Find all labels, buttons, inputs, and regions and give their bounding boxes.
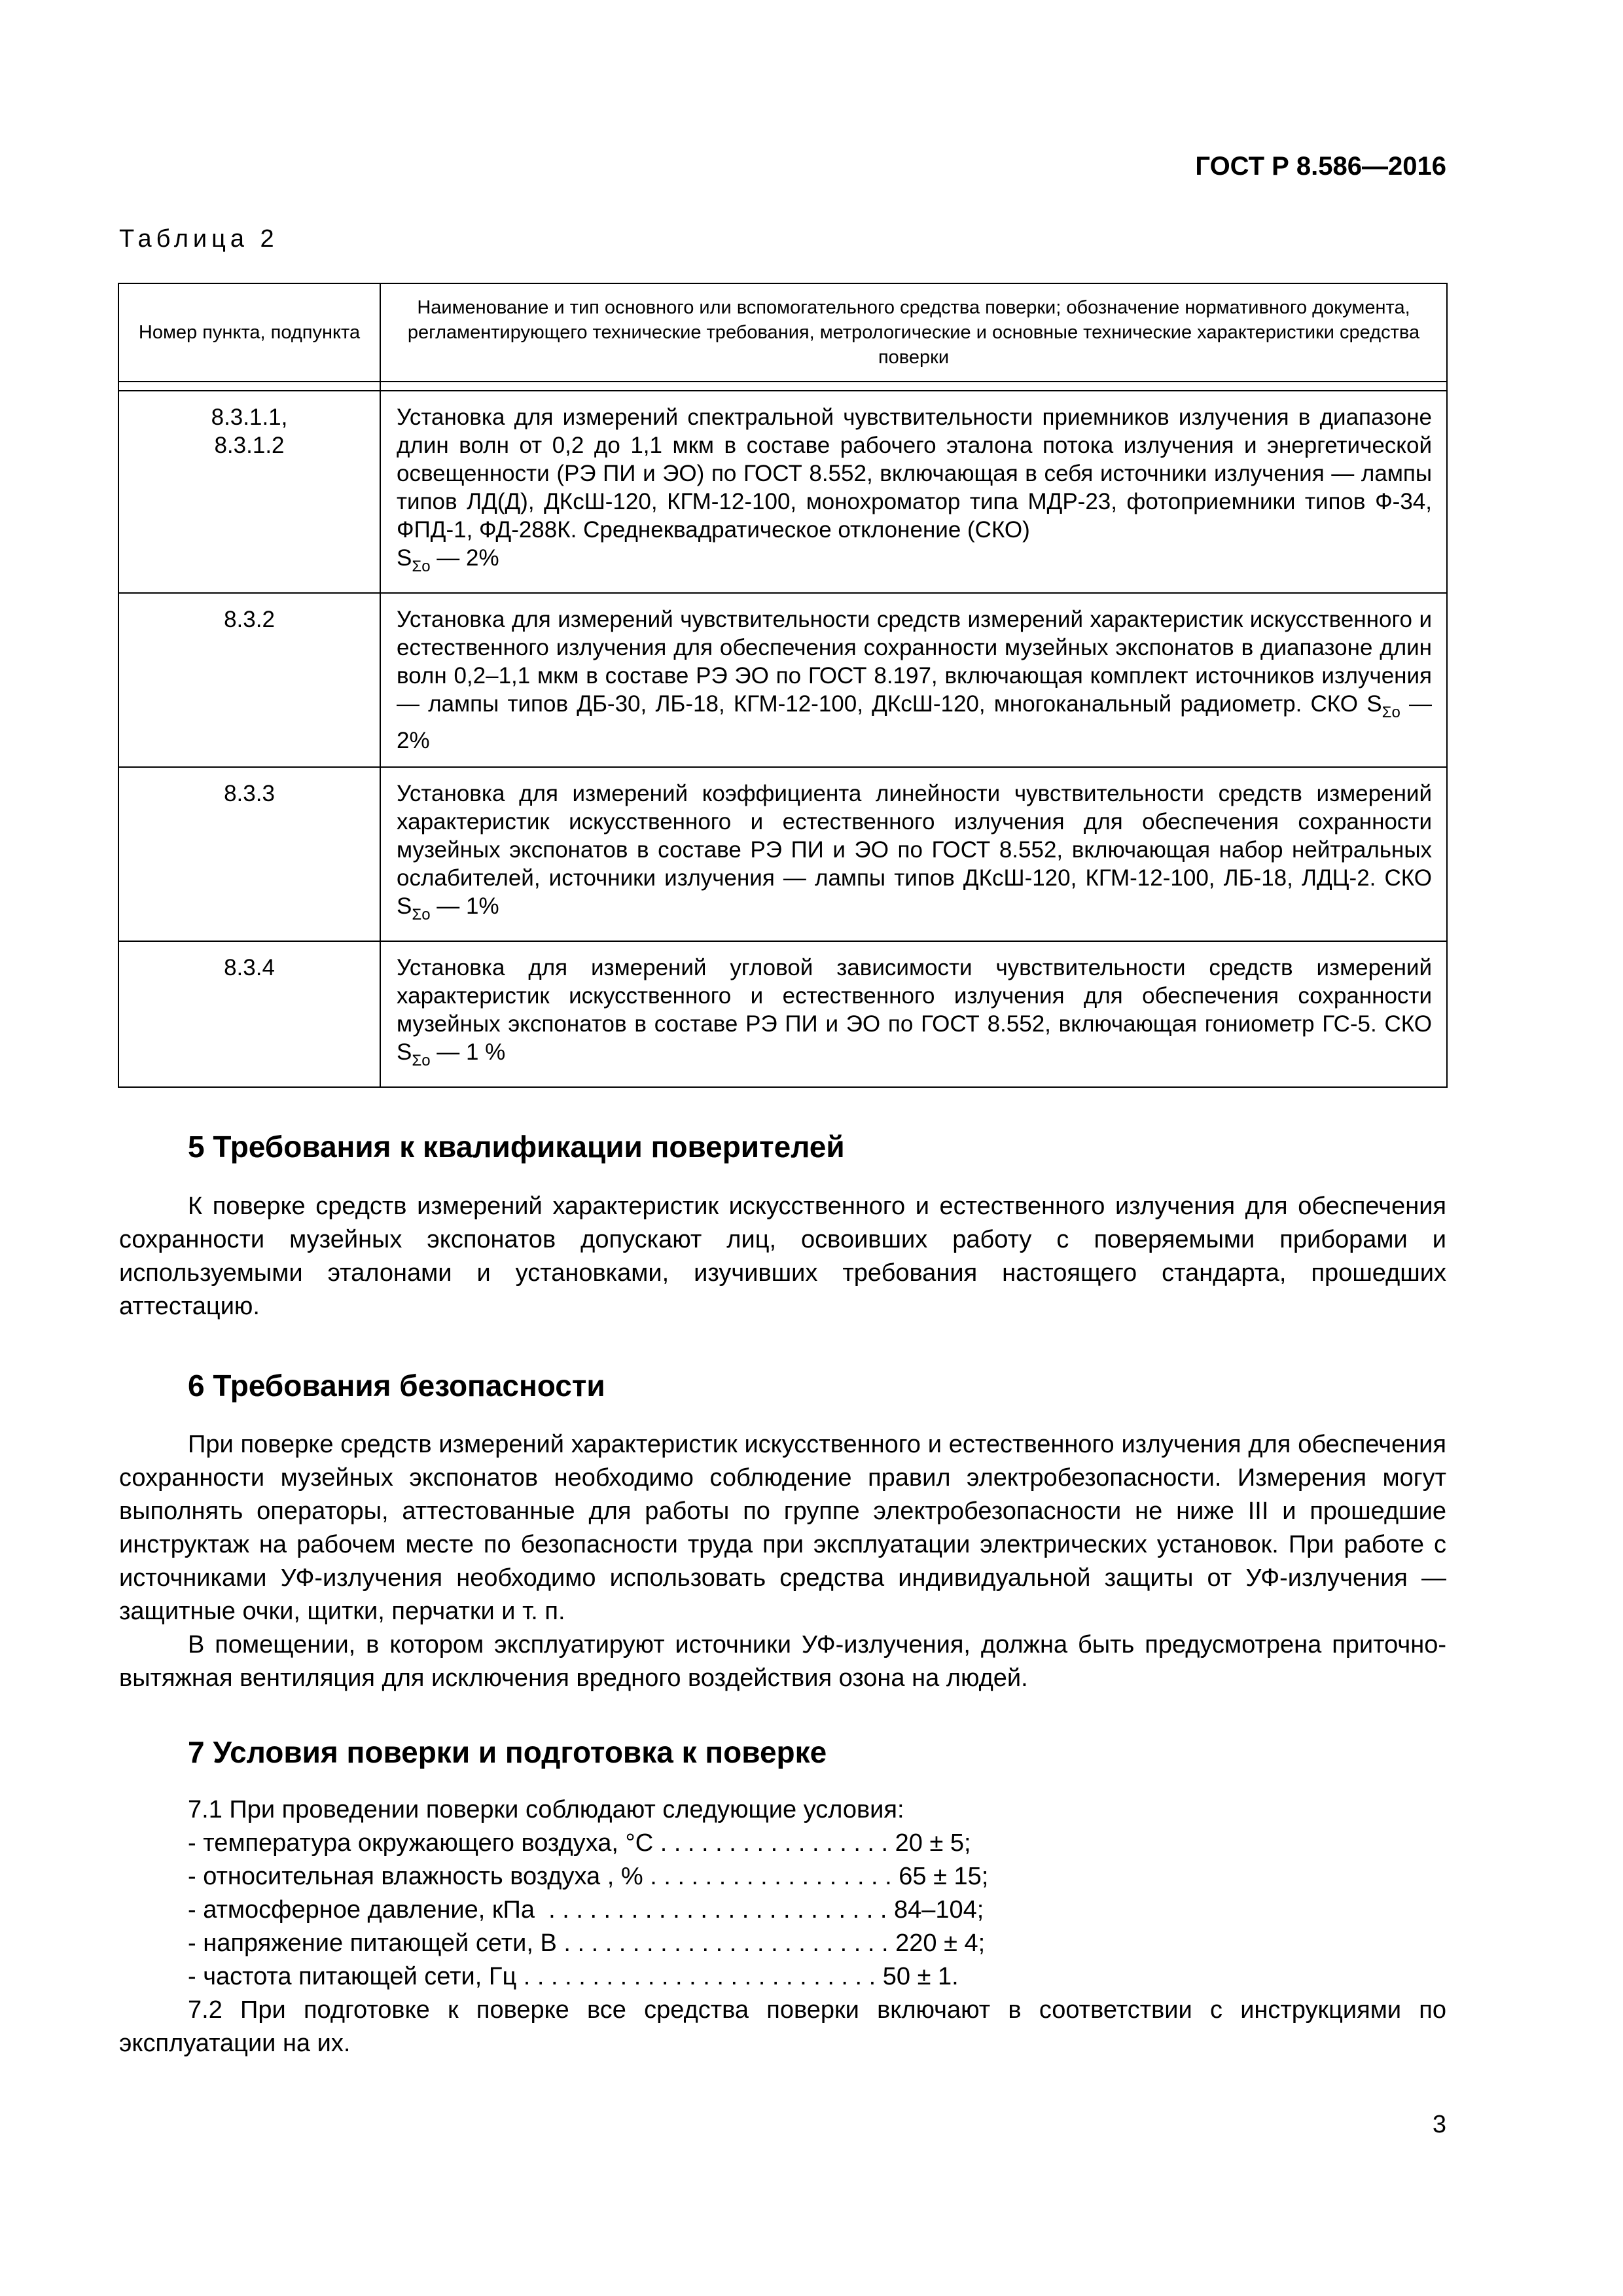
sko-symbol-subscript: Σo	[412, 558, 431, 575]
item-number: 8.3.2	[118, 593, 380, 767]
header-separator	[118, 382, 1447, 391]
sko-symbol-subscript: Σo	[412, 906, 431, 924]
section-7-2-paragraph: 7.2 При подготовке к поверке все средства поверки включают в соответствии с инструкциями по эксплуатации на их.	[119, 1996, 1446, 2057]
section-5-paragraph: К поверке средств измерений характеристик искусственного и естественного излучения для обеспечения сохранности музейных экспонатов допускают лиц, освоивших работу с поверяемыми приборами и используемыми эталонами и установками, изучивших требования настоящего стандарта, прошедших аттестацию.	[119, 1193, 1446, 1320]
table-header-row	[118, 283, 1447, 382]
sko-symbol: S	[397, 1039, 412, 1065]
column-header-item-number: Номер пункта, подпункта	[118, 283, 380, 382]
item-number: 8.3.4	[118, 941, 380, 1087]
condition-voltage: - напряжение питающей сети, В . . . . . . . . . . . . . . . . . . . . . . . . 220 ± 4;	[188, 1929, 986, 1957]
table-caption: Таблица 2	[119, 225, 279, 253]
verification-means-table	[118, 283, 1448, 1088]
item-number: 8.3.1.1, 8.3.1.2	[118, 391, 380, 593]
section-6-paragraph-1: При поверке средств измерений характеристик искусственного и естественного излучения для обеспечения сохранности музейных экспонатов необходимо соблюдение правил электробезопасности. Измерения могут выполнять операторы, аттестованные для работы по группе электробезопасности не ниже III и прошедшие инструктаж на рабочем месте по безопасности труда при эксплуатации электрических установок. При работе с источниками УФ-излучения необходимо использовать средства индивидуальной защиты от УФ-излучения — защитные очки, щитки, перчатки и т. п.	[119, 1431, 1446, 1625]
section-6-title: 6 Требования безопасности	[188, 1369, 605, 1403]
document-code: ГОСТ Р 8.586—2016	[1195, 152, 1446, 181]
sko-symbol: S	[1366, 691, 1382, 717]
column-header-description: Наименование и тип основного или вспомогательного средства поверки; обозначение нормативного документа, регламентирующего технические требования, метрологические и основные технические характеристики средства поверки	[380, 283, 1447, 382]
sko-symbol-subscript: Σo	[412, 1052, 431, 1069]
table-row	[118, 941, 1447, 1087]
item-description: Установка для измерений коэффициента линейности чувствительности средств измерений характеристик искусственного и естественного излучения для обеспечения сохранности музейных экспонатов в составе РЭ ПИ и ЭО по ГОСТ 8.552, включающая набор нейтральных ослабителей, источники излучения — лампы типов ДКсШ-120, КГМ-12-100, ЛБ-18, ЛДЦ-2. СКО $S_{\Sigma o}$ — 1%	[380, 767, 1447, 941]
condition-humidity: - относительная влажность воздуха , % . . . . . . . . . . . . . . . . . . 65 ± 15;	[188, 1863, 989, 1890]
condition-temperature: - температура окружающего воздуха, °C . . . . . . . . . . . . . . . . . 20 ± 5;	[188, 1829, 971, 1857]
condition-pressure: - атмосферное давление, кПа . . . . . . . . . . . . . . . . . . . . . . . . . 84–104;	[188, 1896, 984, 1924]
page-number: 3	[1432, 2111, 1446, 2138]
table-row	[118, 767, 1447, 941]
section-6-paragraph-2: В помещении, в котором эксплуатируют источники УФ-излучения, должна быть предусмотрена приточно-вытяжная вентиляция для исключения вредного воздействия озона на людей.	[119, 1631, 1446, 1692]
item-description: Установка для измерений угловой зависимости чувствительности средств измерений характеристик искусственного и естественного излучения для обеспечения сохранности музейных экспонатов в составе РЭ ПИ и ЭО по ГОСТ 8.552, включающая гониометр ГС-5. СКО $S_{\Sigma o}$ — 1 %	[380, 941, 1447, 1087]
table-row	[118, 391, 1447, 593]
item-description: Установка для измерений спектральной чувствительности приемников излучения в диапазоне длин волн от 0,2 до 1,1 мкм в составе рабочего эталона потока излучения и энергетической освещенности (РЭ ПИ и ЭО) по ГОСТ 8.552, включающая в себя источники излучения — лампы типов ЛД(Д), ДКсШ-120, КГМ-12-100, монохроматор типа МДР-23, фотоприемники типов Ф-34, ФПД-1, ФД-288К. Среднеквадратическое отклонение (СКО) $S_{\Sigma o}$ — 2%	[380, 391, 1447, 593]
table-row	[118, 593, 1447, 767]
item-description: Установка для измерений чувствительности средств измерений характеристик искусственного и естественного излучения для обеспечения сохранности музейных экспонатов в диапазоне длин волн 0,2–1,1 мкм в составе РЭ ЭО по ГОСТ 8.197, включающая комплект источников излучения — лампы типов ДБ-30, ЛБ-18, КГМ-12-100, ДКсШ-120, многоканальный радиометр. СКО $S_{\Sigma o}$ — 2%	[380, 593, 1447, 767]
section-7-1-intro: 7.1 При проведении поверки соблюдают следующие условия:	[188, 1796, 904, 1823]
condition-frequency: - частота питающей сети, Гц . . . . . . . . . . . . . . . . . . . . . . . . . . 50 ± 1.	[188, 1963, 959, 1990]
sko-symbol-subscript: Σo	[1382, 704, 1400, 721]
section-5-title: 5 Требования к квалификации поверителей	[188, 1130, 845, 1164]
sko-symbol: S	[397, 893, 412, 919]
item-number: 8.3.3	[118, 767, 380, 941]
sko-symbol: S	[397, 545, 412, 571]
section-7-title: 7 Условия поверки и подготовка к поверке	[188, 1735, 827, 1769]
